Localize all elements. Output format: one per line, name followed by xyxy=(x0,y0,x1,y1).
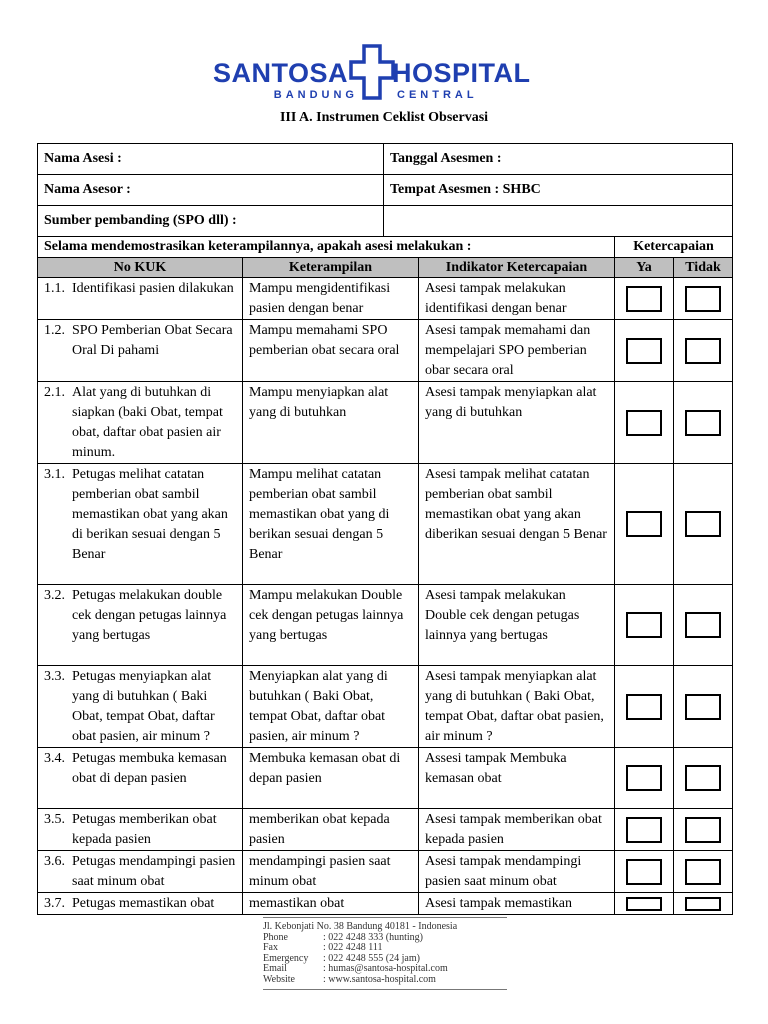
kuk-cell xyxy=(38,666,243,748)
kuk-number: 3.7. xyxy=(44,896,65,911)
kuk-cell xyxy=(38,382,243,464)
ya-cell xyxy=(615,278,674,320)
kuk-text: Petugas melakukan double cek dengan petugas lainnya yang bertugas xyxy=(72,588,227,643)
kuk-number: 3.4. xyxy=(44,751,65,766)
tidak-checkbox[interactable] xyxy=(685,897,721,911)
skill-cell: Membuka kemasan obat di depan pasien xyxy=(243,748,419,809)
ya-checkbox[interactable] xyxy=(626,694,662,720)
footer-email: : humas@santosa-hospital.com xyxy=(323,963,448,974)
observation-checklist-table xyxy=(37,236,733,915)
tanggal-asesmen-field[interactable]: Tanggal Asesmen : xyxy=(384,144,733,175)
kuk-number: 3.1. xyxy=(44,467,65,482)
tidak-cell xyxy=(674,382,733,464)
table-row xyxy=(38,809,733,851)
indicator-cell: Asesi tampak mendampingi pasien saat minum obat xyxy=(419,851,615,893)
indicator-cell: Asesi tampak melakukan identifikasi dengan benar xyxy=(419,278,615,320)
kuk-text: Petugas menyiapkan alat yang di butuhkan ( Baki Obat, tempat Obat, daftar obat pasien, air minum ? xyxy=(72,669,215,744)
table-caption: Selama mendemostrasikan keterampilannya, apakah asesi melakukan : xyxy=(38,237,615,258)
footer-website: : www.santosa-hospital.com xyxy=(323,973,436,985)
ketercapaian-header: Ketercapaian xyxy=(615,237,733,258)
skill-cell: Mampu melakukan Double cek dengan petugas lainnya yang bertugas xyxy=(243,585,419,666)
tidak-checkbox[interactable] xyxy=(685,511,721,537)
kuk-number: 2.1. xyxy=(44,385,65,400)
tempat-asesmen-field[interactable]: Tempat Asesmen : SHBC xyxy=(384,175,733,206)
tidak-checkbox[interactable] xyxy=(685,612,721,638)
ya-cell xyxy=(615,585,674,666)
table-row xyxy=(38,666,733,748)
logo-word-right: HOSPITAL xyxy=(392,58,531,88)
kuk-cell xyxy=(38,585,243,666)
footer-emergency: : 022 4248 555 (24 jam) xyxy=(323,952,420,964)
tidak-cell xyxy=(674,585,733,666)
indicator-cell: Asesi tampak memastikan xyxy=(419,893,615,915)
nama-asesi-field[interactable]: Nama Asesi : xyxy=(38,144,384,175)
kuk-text: Alat yang di butuhkan di siapkan (baki Obat, tempat obat, daftar obat pasien air minum. xyxy=(72,385,223,460)
tidak-checkbox[interactable] xyxy=(685,817,721,843)
ya-cell xyxy=(615,464,674,585)
indicator-cell: Asesi tampak memahami dan mempelajari SPO pemberian obar secara oral xyxy=(419,320,615,382)
kuk-text: Petugas membuka kemasan obat di depan pasien xyxy=(72,751,227,786)
ya-checkbox[interactable] xyxy=(626,859,662,885)
hospital-logo xyxy=(0,42,768,102)
tidak-checkbox[interactable] xyxy=(685,765,721,791)
kuk-cell xyxy=(38,464,243,585)
kuk-cell xyxy=(38,278,243,320)
skill-cell: memberikan obat kepada pasien xyxy=(243,809,419,851)
column-header-indikator: Indikator Ketercapaian xyxy=(419,258,615,278)
ya-checkbox[interactable] xyxy=(626,286,662,312)
skill-cell: memastikan obat xyxy=(243,893,419,915)
kuk-number: 3.5. xyxy=(44,812,65,827)
kuk-number: 3.3. xyxy=(44,669,65,684)
tidak-cell xyxy=(674,278,733,320)
footer-website-label: Website xyxy=(263,973,295,985)
table-row xyxy=(38,464,733,585)
ya-cell xyxy=(615,851,674,893)
table-row xyxy=(38,320,733,382)
tidak-cell xyxy=(674,851,733,893)
tidak-cell xyxy=(674,320,733,382)
kuk-cell xyxy=(38,809,243,851)
ya-cell xyxy=(615,748,674,809)
document-title: III A. Instrumen Ceklist Observasi xyxy=(279,110,489,125)
sumber-pembanding-value[interactable] xyxy=(384,206,733,237)
ya-checkbox[interactable] xyxy=(626,612,662,638)
column-header-keterampilan: Keterampilan xyxy=(243,258,419,278)
ya-cell xyxy=(615,382,674,464)
kuk-cell xyxy=(38,320,243,382)
skill-cell: Mampu melihat catatan pemberian obat sambil memastikan obat yang di berikan sesuai dengan 5 Benar xyxy=(243,464,419,585)
skill-cell: Mampu memahami SPO pemberian obat secara oral xyxy=(243,320,419,382)
kuk-text: Petugas memberikan obat kepada pasien xyxy=(72,812,217,847)
skill-cell: Mampu mengidentifikasi pasien dengan benar xyxy=(243,278,419,320)
ya-cell xyxy=(615,809,674,851)
indicator-cell: Asesi tampak menyiapkan alat yang di butuhkan ( Baki Obat, tempat Obat, daftar obat pasien, air minum ? xyxy=(419,666,615,748)
table-row xyxy=(38,748,733,809)
kuk-cell xyxy=(38,893,243,915)
tidak-cell xyxy=(674,464,733,585)
kuk-cell xyxy=(38,748,243,809)
ya-cell xyxy=(615,666,674,748)
tidak-checkbox[interactable] xyxy=(685,859,721,885)
kuk-cell xyxy=(38,851,243,893)
logo-sub-left: BANDUNG xyxy=(273,89,358,101)
ya-cell xyxy=(615,893,674,915)
table-row xyxy=(38,585,733,666)
footer-phone: : 022 4248 333 (hunting) xyxy=(323,931,423,943)
indicator-cell: Asesi tampak menyiapkan alat yang di butuhkan xyxy=(419,382,615,464)
tidak-checkbox[interactable] xyxy=(685,338,721,364)
kuk-number: 3.2. xyxy=(44,588,65,603)
footer-address: Jl. Kebonjati No. 38 Bandung 40181 - Indonesia xyxy=(263,921,458,932)
indicator-cell: Asesi tampak melakukan Double cek dengan petugas lainnya yang bertugas xyxy=(419,585,615,666)
tidak-cell xyxy=(674,893,733,915)
kuk-text: Petugas memastikan obat xyxy=(72,896,215,911)
ya-checkbox[interactable] xyxy=(626,410,662,436)
tidak-cell xyxy=(674,809,733,851)
ya-checkbox[interactable] xyxy=(626,765,662,791)
hospital-contact-footer xyxy=(263,917,507,990)
tidak-cell xyxy=(674,666,733,748)
skill-cell: Mampu menyiapkan alat yang di butuhkan xyxy=(243,382,419,464)
tidak-checkbox[interactable] xyxy=(685,410,721,436)
footer-fax-label: Fax xyxy=(263,942,278,953)
table-row xyxy=(38,893,733,915)
sumber-pembanding-field[interactable]: Sumber pembanding (SPO dll) : xyxy=(38,206,384,237)
tidak-cell xyxy=(674,748,733,809)
column-header-ya: Ya xyxy=(615,258,674,278)
table-row xyxy=(38,278,733,320)
kuk-text: SPO Pemberian Obat Secara Oral Di pahami xyxy=(72,323,233,358)
table-row xyxy=(38,382,733,464)
ya-checkbox[interactable] xyxy=(626,511,662,537)
nama-asesor-field[interactable]: Nama Asesor : xyxy=(38,175,384,206)
kuk-number: 3.6. xyxy=(44,854,65,869)
tidak-checkbox[interactable] xyxy=(685,694,721,720)
indicator-cell: Asesi tampak memberikan obat kepada pasien xyxy=(419,809,615,851)
assessment-header-table xyxy=(37,143,733,237)
footer-emergency-label: Emergency xyxy=(263,952,309,964)
table-row xyxy=(38,851,733,893)
column-header-tidak: Tidak xyxy=(674,258,733,278)
skill-cell: Menyiapkan alat yang di butuhkan ( Baki Obat, tempat Obat, daftar obat pasien, air minum ? xyxy=(243,666,419,748)
kuk-number: 1.2. xyxy=(44,323,65,338)
ya-checkbox[interactable] xyxy=(626,897,662,911)
indicator-cell: Asesi tampak melihat catatan pemberian obat sambil memastikan obat yang akan diberikan sesuai dengan 5 Benar xyxy=(419,464,615,585)
column-header-no-kuk: No KUK xyxy=(38,258,243,278)
ya-checkbox[interactable] xyxy=(626,817,662,843)
footer-fax: : 022 4248 111 xyxy=(323,942,383,953)
kuk-text: Petugas mendampingi pasien saat minum obat xyxy=(72,854,236,889)
kuk-text: Petugas melihat catatan pemberian obat sambil memastikan obat yang akan di berikan sesuai dengan 5 Benar xyxy=(72,467,228,562)
kuk-text: Identifikasi pasien dilakukan xyxy=(72,281,234,296)
logo-sub-right: CENTRAL xyxy=(397,89,478,101)
logo-word-left: SANTOSA xyxy=(212,58,348,88)
indicator-cell: Assesi tampak Membuka kemasan obat xyxy=(419,748,615,809)
tidak-checkbox[interactable] xyxy=(685,286,721,312)
footer-phone-label: Phone xyxy=(263,931,288,943)
skill-cell: mendampingi pasien saat minum obat xyxy=(243,851,419,893)
footer-email-label: Email xyxy=(263,963,287,974)
kuk-number: 1.1. xyxy=(44,281,65,296)
ya-cell xyxy=(615,320,674,382)
ya-checkbox[interactable] xyxy=(626,338,662,364)
